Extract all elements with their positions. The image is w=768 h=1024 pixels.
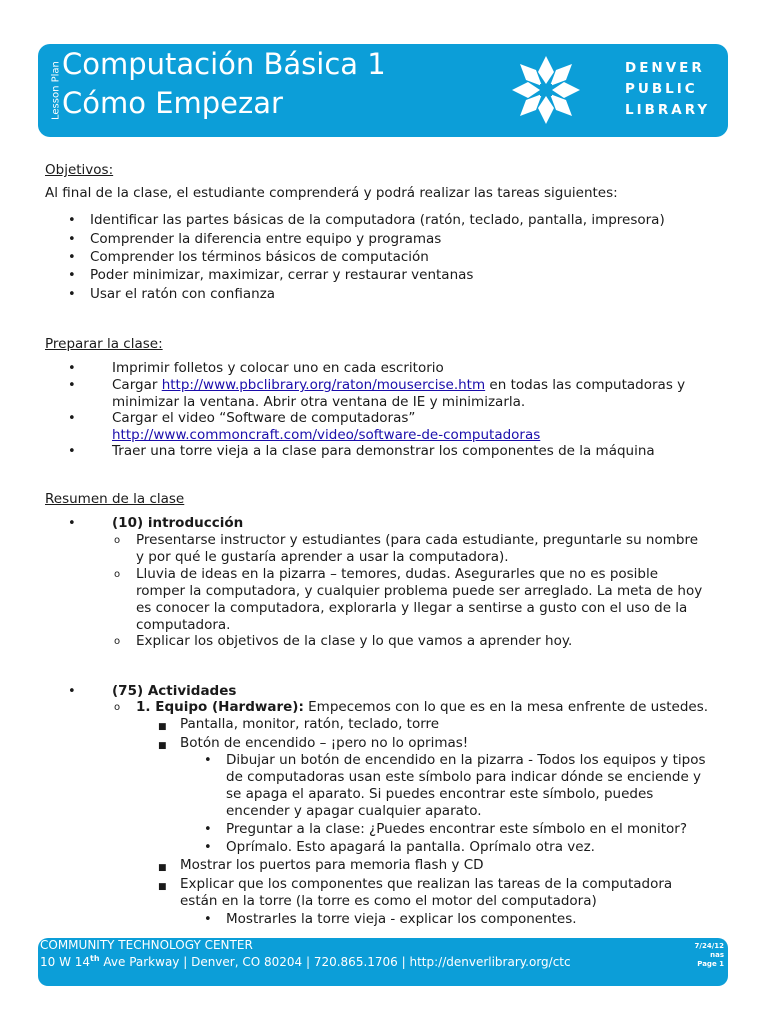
header-banner [38, 44, 728, 137]
footer-page-info [695, 942, 724, 969]
page-subtitle: Cómo Empezar [62, 86, 283, 120]
equipo-subitem: ■ Explicar que los componentes que realizan las tareas de la computadora están en la torre (la torre es como el motor del computadora) [158, 876, 673, 909]
footer-banner [38, 938, 728, 986]
preparar-item: • Imprimir folletos y colocar uno en cada escritorio [68, 360, 444, 376]
denver-library-star-icon [510, 54, 582, 126]
footer-initials: nas [710, 951, 724, 959]
preparar-item: • Traer una torre vieja a la clase para demonstrar los componentes de la máquina [68, 443, 655, 459]
objetivos-intro: Al final de la clase, el estudiante comprenderá y podrá realizar las tareas siguientes: [45, 185, 618, 201]
intro-subitem: o Explicar los objetivos de la clase y lo que vamos a aprender hoy. [114, 633, 573, 649]
library-logo-text [625, 58, 710, 121]
equipo-subitem: ■ Mostrar los puertos para memoria flash y CD [158, 857, 484, 873]
intro-subitem: o Lluvia de ideas en la pizarra – temores, dudas. Asegurarles que no es posible romper la computadora, y cualquier problema puede ser arreglado. La meta de hoy es conocer la computadora, explorarla y llegar a sentirse a gusto con el uso de la computadora. [114, 566, 703, 633]
boton-subitem: • Preguntar a la clase: ¿Puedes encontrar este símbolo en el monitor? [204, 821, 688, 837]
preparar-item: • Cargar el video “Software de computadoras” http://www.commoncraft.com/video/software-de-computadoras [68, 410, 541, 443]
footer-page-number: Page 1 [697, 960, 724, 968]
intro-subitem: o Presentarse instructor y estudiantes (para cada estudiante, preguntarle su nombre y por qué le gustaría aprender a usar la computadora). [114, 532, 699, 565]
objetivo-item: • Poder minimizar, maximizar, cerrar y restaurar ventanas [68, 267, 474, 283]
logo-line-denver: DENVER [625, 60, 705, 76]
preparar-heading: Preparar la clase: [45, 336, 163, 352]
boton-subitem: • Dibujar un botón de encendido en la pizarra - Todos los equipos y tipos de computadoras usan este símbolo para indicar dónde se enciende y se apaga el aparato. Si puedes encontrar este símbolo, puedes encender y apagar cualquier aparato. [204, 752, 706, 819]
resumen-heading: Resumen de la clase [45, 491, 185, 507]
section-actividades: • (75) Actividades [68, 683, 237, 699]
activity-equipo: o 1. Equipo (Hardware): Empecemos con lo que es en la mesa enfrente de ustedes. [114, 699, 709, 715]
mousercise-link[interactable]: http://www.pbclibrary.org/raton/mousercise.htm [161, 377, 486, 393]
objetivo-item: • Identificar las partes básicas de la computadora (ratón, teclado, pantalla, impresora) [68, 212, 665, 228]
lesson-plan-label: Lesson Plan [50, 61, 62, 121]
boton-subitem: • Oprímalo. Esto apagará la pantalla. Oprímalo otra vez. [204, 839, 595, 855]
page-title: Computación Básica 1 [62, 47, 386, 81]
logo-line-library: LIBRARY [625, 102, 711, 118]
equipo-subitem: ■ Botón de encendido – ¡pero no lo oprimas! [158, 735, 469, 751]
section-introduccion: • (10) introducción [68, 515, 244, 531]
footer-date: 7/24/12 [694, 942, 724, 950]
objetivos-heading: Objetivos: [45, 162, 114, 178]
commoncraft-video-link[interactable]: http://www.commoncraft.com/video/software-de-computadoras [112, 427, 541, 443]
objetivo-item: • Comprender los términos básicos de computación [68, 249, 429, 265]
footer-address: 10 W 14th Ave Parkway | Denver, CO 80204 | 720.865.1706 | http://denverlibrary.org/ctc [40, 954, 571, 969]
torre-subitem: • Mostrarles la torre vieja - explicar los componentes. [204, 911, 577, 927]
logo-line-public: PUBLIC [625, 81, 698, 97]
preparar-item: • Cargar http://www.pbclibrary.org/raton/mousercise.htm en todas las computadoras y minimizar la ventana. Abrir otra ventana de IE y minimizarla. [68, 377, 686, 410]
objetivo-item: • Comprender la diferencia entre equipo y programas [68, 231, 442, 247]
equipo-subitem: ■ Pantalla, monitor, ratón, teclado, torre [158, 716, 440, 732]
footer-center-name: COMMUNITY TECHNOLOGY CENTER [40, 938, 253, 952]
objetivo-item: • Usar el ratón con confianza [68, 286, 276, 302]
